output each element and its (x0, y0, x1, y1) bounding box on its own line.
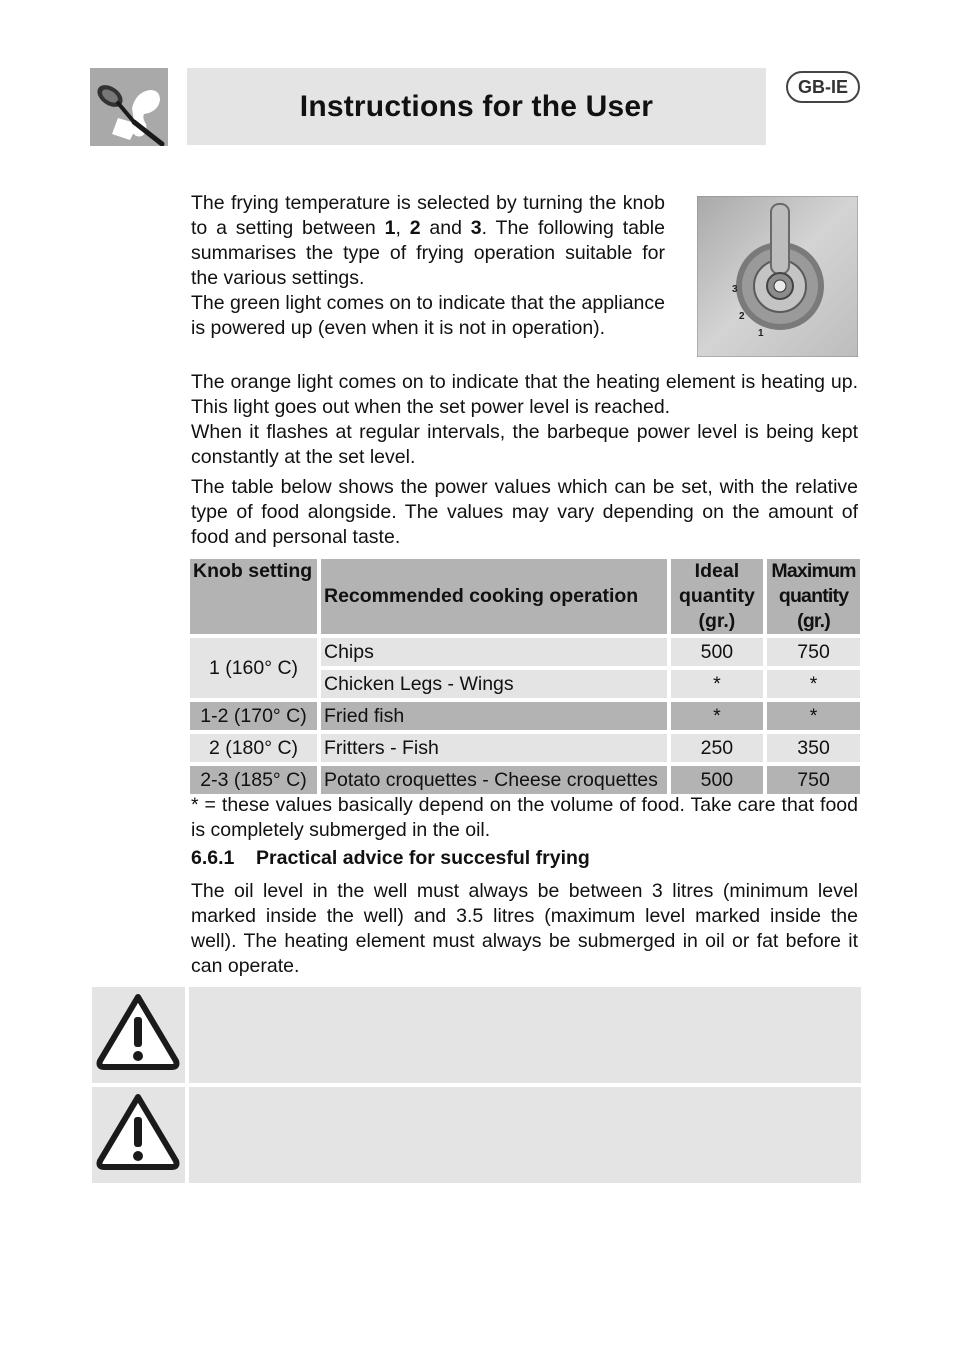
header-ideal-quantity (671, 559, 763, 634)
header-max-line: (gr.) (797, 610, 830, 632)
cell-operation: Fritters - Fish (321, 734, 667, 762)
orange-light-paragraph: The orange light comes on to indicate that the heating element is heating up. This light goes out when the set power level is reached. (191, 371, 858, 418)
intro-text-part: The frying temperature is selected by turning the knob to a setting between (191, 192, 665, 239)
table-row (190, 734, 860, 762)
intro-text-part: , (395, 217, 410, 239)
page-title: Instructions for the User (299, 89, 654, 123)
cell-max: * (767, 670, 860, 698)
knob-image (697, 196, 858, 357)
cell-ideal: 500 (671, 638, 763, 666)
header-knob-setting: Knob setting (190, 559, 317, 634)
knob-label-3: 3 (732, 284, 738, 295)
intro-paragraph-1 (191, 191, 665, 291)
header-ideal-line: Ideal (694, 560, 740, 582)
warning-triangle-icon (92, 1087, 185, 1183)
cell-max: 350 (767, 734, 860, 762)
knob-label-1: 1 (758, 328, 764, 339)
header-max-line: quantity (778, 585, 849, 607)
header-ideal-line: quantity (678, 585, 755, 607)
cell-knob: 2 (180° C) (190, 734, 317, 762)
header-operation: Recommended cooking operation (321, 559, 667, 634)
cell-ideal: 250 (671, 734, 763, 762)
cell-operation: Chips (321, 638, 667, 666)
cell-knob: 1-2 (170° C) (190, 702, 317, 730)
warning-text-box (189, 1087, 861, 1183)
cell-knob: 2-3 (185° C) (190, 766, 317, 794)
section-title: Practical advice for succesful frying (256, 847, 590, 869)
header-ideal-line: (gr.) (698, 610, 736, 632)
cell-max: 750 (767, 766, 860, 794)
intro-text (191, 191, 665, 341)
warning-icon-box (92, 1087, 185, 1183)
section-body: The oil level in the well must always be between 3 litres (minimum level marked inside the well) and 3.5 litres (maximum level marked inside the well). The heating element must always be submerged in oil or fat before it can operate. (191, 880, 858, 977)
knob-label-2: 2 (739, 311, 745, 322)
table-header-row (190, 559, 860, 634)
language-badge: GB-IE (786, 71, 860, 103)
section-heading (191, 847, 590, 870)
header-max-quantity (767, 559, 860, 634)
frying-settings-table (186, 555, 864, 798)
cell-ideal: * (671, 670, 763, 698)
flash-paragraph: When it flashes at regular intervals, the barbeque power level is being kept constantly at the set level. (191, 421, 858, 468)
intro-text-part: . The following table summarises the type of frying operation suitable for the various settings. (191, 217, 665, 289)
table-row (190, 638, 860, 666)
setting-2-bold: 2 (409, 217, 421, 239)
cell-operation: Chicken Legs - Wings (321, 670, 667, 698)
table-row (190, 766, 860, 794)
cell-max: 750 (767, 638, 860, 666)
intro-text-part: and (420, 217, 471, 239)
header-title-box (187, 68, 766, 145)
warning-text-box (189, 987, 861, 1083)
header-max-line: Maximum (771, 560, 856, 582)
section-number: 6.6.1 (191, 847, 235, 869)
table-row (190, 702, 860, 730)
intro-paragraph-2: The green light comes on to indicate that the appliance is powered up (even when it is not in operation). (191, 292, 665, 339)
cell-operation: Potato croquettes - Cheese croquettes (321, 766, 667, 794)
cell-max: * (767, 702, 860, 730)
cell-knob: 1 (160° C) (190, 638, 317, 698)
setting-3-bold: 3 (470, 217, 482, 239)
warning-icon-box (92, 987, 185, 1083)
cell-ideal: * (671, 702, 763, 730)
cell-ideal: 500 (671, 766, 763, 794)
footnote: * = these values basically depend on the volume of food. Take care that food is completely submerged in the oil. (191, 794, 858, 841)
spoon-chef-hat-icon (90, 68, 168, 146)
logo (90, 68, 168, 146)
knob-dial-icon (697, 196, 858, 357)
cell-operation: Fried fish (321, 702, 667, 730)
table-intro-paragraph: The table below shows the power values which can be set, with the relative type of food alongside. The values may vary depending on the amount of food and personal taste. (191, 476, 858, 548)
setting-1-bold: 1 (384, 217, 396, 239)
warning-triangle-icon (92, 987, 185, 1083)
